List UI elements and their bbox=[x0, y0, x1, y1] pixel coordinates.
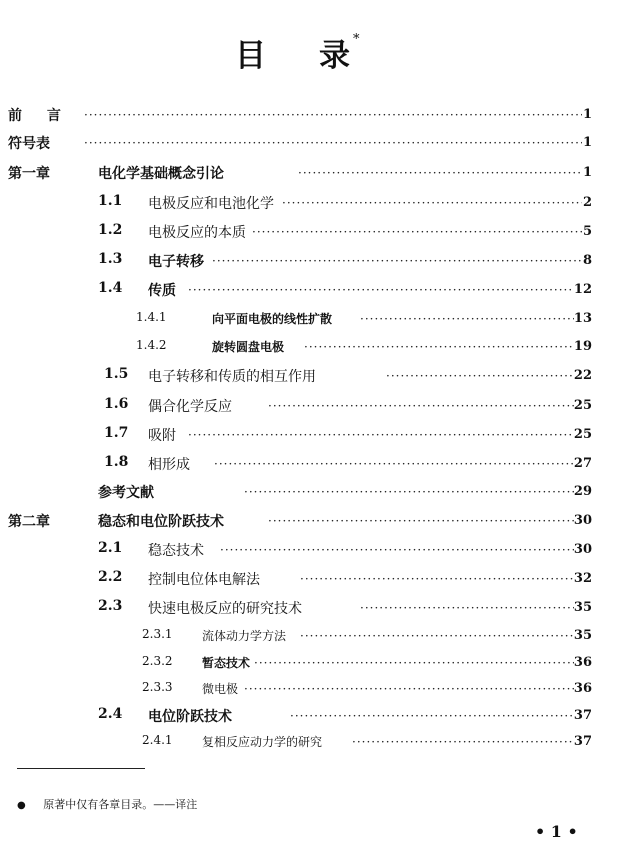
entry-page: 1 bbox=[582, 135, 592, 150]
entry-page: 29 bbox=[573, 484, 592, 499]
leader-dots bbox=[360, 312, 574, 326]
entry-label: 微电极 bbox=[202, 682, 239, 696]
leader-dots bbox=[188, 428, 574, 442]
leader-dots bbox=[244, 682, 574, 696]
entry-number: 2.2 bbox=[98, 569, 123, 585]
footnote-text: 原著中仅有各章目录。——译注 bbox=[43, 798, 198, 811]
entry-label: 稳态和电位阶跃技术 bbox=[98, 514, 224, 530]
leader-dots bbox=[282, 196, 582, 210]
leader-dots bbox=[214, 457, 574, 471]
entry-number: 前 言 bbox=[8, 108, 71, 124]
entry-label: 复相反应动力学的研究 bbox=[202, 735, 323, 749]
entry-label: 电化学基础概念引论 bbox=[98, 166, 224, 182]
leader-dots bbox=[84, 136, 582, 150]
entry-page: 22 bbox=[573, 368, 592, 383]
entry-page: 5 bbox=[582, 224, 592, 239]
entry-number: 1.8 bbox=[104, 454, 129, 470]
entry-label: 流体动力学方法 bbox=[202, 629, 287, 643]
entry-label: 电极反应的本质 bbox=[148, 225, 246, 241]
entry-label: 控制电位体电解法 bbox=[148, 572, 260, 588]
footnote-bullet: ● bbox=[17, 800, 26, 811]
entry-number: 2.4.1 bbox=[142, 733, 173, 747]
entry-label: 稳态技术 bbox=[148, 543, 204, 559]
entry-number: 1.7 bbox=[104, 425, 129, 441]
entry-page: 37 bbox=[573, 734, 592, 749]
entry-number: 1.4.2 bbox=[136, 338, 167, 352]
entry-number: 1.4 bbox=[98, 280, 123, 296]
entry-number: 1.4.1 bbox=[136, 310, 167, 324]
entry-number: 2.1 bbox=[98, 540, 123, 556]
leader-dots bbox=[254, 656, 574, 670]
leader-dots bbox=[304, 340, 574, 354]
title-char-1: 目 bbox=[235, 38, 266, 74]
leader-dots bbox=[352, 735, 574, 749]
entry-page: 13 bbox=[573, 311, 592, 326]
entry-number: 2.4 bbox=[98, 706, 123, 722]
entry-page: 1 bbox=[582, 165, 592, 180]
entry-number: 1.6 bbox=[104, 396, 129, 412]
entry-number: 1.5 bbox=[104, 366, 129, 382]
entry-page: 36 bbox=[573, 655, 592, 670]
entry-number: 1.2 bbox=[98, 222, 123, 238]
entry-number: 第二章 bbox=[8, 514, 50, 530]
entry-label: 相形成 bbox=[148, 457, 190, 473]
entry-label: 电子转移 bbox=[148, 254, 204, 270]
entry-page: 35 bbox=[573, 628, 592, 643]
entry-page: 36 bbox=[573, 681, 592, 696]
entry-page: 2 bbox=[582, 195, 592, 210]
entry-label: 偶合化学反应 bbox=[148, 399, 232, 415]
entry-number: 第一章 bbox=[8, 166, 50, 182]
entry-number: 1.3 bbox=[98, 251, 123, 267]
entry-number: 2.3.3 bbox=[142, 680, 173, 694]
entry-page: 25 bbox=[573, 427, 592, 442]
page-title bbox=[235, 30, 405, 74]
entry-label: 旋转圆盘电极 bbox=[212, 340, 285, 354]
entry-label: 快速电极反应的研究技术 bbox=[148, 601, 302, 617]
leader-dots bbox=[220, 543, 574, 557]
entry-page: 30 bbox=[573, 542, 592, 557]
entry-number: 1.1 bbox=[98, 193, 123, 209]
leader-dots bbox=[290, 709, 574, 723]
entry-label: 电极反应和电池化学 bbox=[148, 196, 274, 212]
entry-page: 35 bbox=[573, 600, 592, 615]
leader-dots bbox=[84, 108, 582, 122]
leader-dots bbox=[252, 225, 582, 239]
leader-dots bbox=[268, 399, 574, 413]
entry-page: 19 bbox=[573, 339, 592, 354]
entry-page: 1 bbox=[582, 107, 592, 122]
entry-number: 2.3 bbox=[98, 598, 123, 614]
entry-label: 向平面电极的线性扩散 bbox=[212, 312, 333, 326]
title-char-2: 录 bbox=[319, 38, 350, 74]
leader-dots bbox=[386, 369, 574, 383]
entry-label: 暂态技术 bbox=[202, 656, 251, 670]
entry-label: 吸附 bbox=[148, 428, 176, 444]
entry-label: 参考文献 bbox=[98, 485, 154, 501]
entry-number: 2.3.2 bbox=[142, 654, 173, 668]
entry-number: 2.3.1 bbox=[142, 627, 173, 641]
leader-dots bbox=[212, 254, 582, 268]
entry-label: 电子转移和传质的相互作用 bbox=[148, 369, 316, 385]
leader-dots bbox=[268, 514, 574, 528]
leader-dots bbox=[188, 283, 574, 297]
entry-page: 37 bbox=[573, 708, 592, 723]
entry-page: 30 bbox=[573, 513, 592, 528]
leader-dots bbox=[300, 629, 574, 643]
leader-dots bbox=[244, 485, 574, 499]
title-footnote-mark: * bbox=[353, 32, 360, 47]
leader-dots bbox=[300, 572, 574, 586]
page-number: • 1 • bbox=[535, 822, 578, 841]
entry-page: 25 bbox=[573, 398, 592, 413]
entry-page: 12 bbox=[573, 282, 592, 297]
entry-page: 32 bbox=[573, 571, 592, 586]
entry-label: 电位阶跃技术 bbox=[148, 709, 232, 725]
entry-number: 符号表 bbox=[8, 136, 50, 152]
leader-dots bbox=[360, 601, 574, 615]
entry-label: 传质 bbox=[148, 283, 176, 299]
footnote bbox=[17, 796, 197, 812]
footnote-rule bbox=[17, 768, 145, 769]
entry-page: 8 bbox=[582, 253, 592, 268]
leader-dots bbox=[298, 166, 582, 180]
entry-page: 27 bbox=[573, 456, 592, 471]
